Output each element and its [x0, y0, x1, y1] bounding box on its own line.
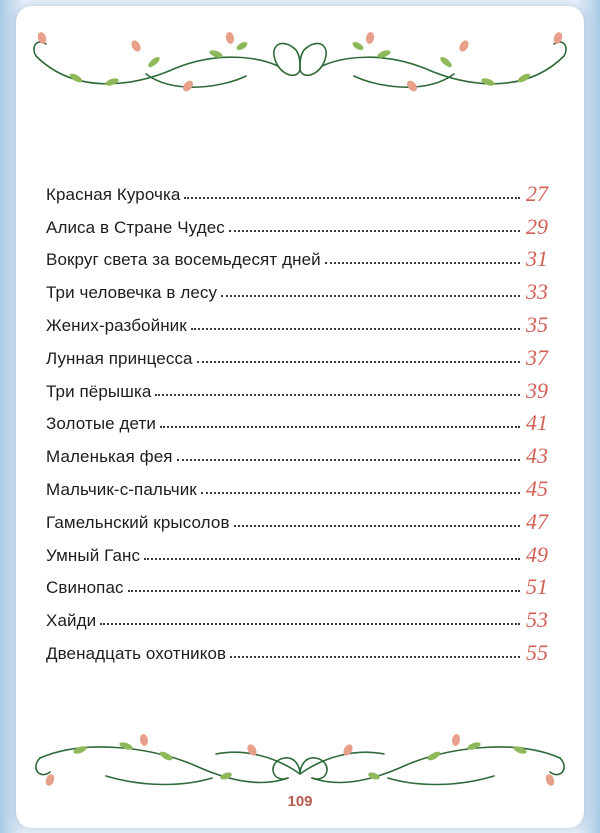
floral-vine-ornament-top [16, 16, 584, 106]
toc-entry[interactable] [46, 566, 548, 599]
toc-entry[interactable] [46, 402, 548, 435]
toc-entry[interactable] [46, 303, 548, 336]
dot-leader [197, 361, 520, 363]
dot-leader [229, 230, 520, 232]
toc-entry-page: 29 [526, 213, 548, 239]
toc-entry[interactable] [46, 336, 548, 369]
dot-leader [184, 197, 520, 199]
toc-entry-title: Мальчик-с-пальчик [46, 479, 197, 499]
toc-entry-title: Лунная принцесса [46, 348, 193, 368]
dot-leader [230, 656, 520, 658]
toc-entry-page: 45 [526, 475, 548, 501]
toc-entry-page: 33 [526, 279, 548, 305]
dot-leader [234, 525, 520, 527]
toc-entry-page: 43 [526, 443, 548, 469]
toc-entry-page: 49 [526, 541, 548, 567]
toc-entry-title: Вокруг света за восемьдесят дней [46, 250, 321, 270]
toc-entry[interactable] [46, 434, 548, 467]
toc-entry[interactable] [46, 533, 548, 566]
dot-leader [325, 262, 520, 264]
dot-leader [144, 558, 520, 560]
toc-entry[interactable] [46, 631, 548, 664]
toc-entry-title: Жених-разбойник [46, 315, 187, 335]
dot-leader [160, 426, 520, 428]
toc-entry-title: Маленькая фея [46, 447, 173, 467]
toc-entry-title: Умный Ганс [46, 545, 141, 565]
toc-entry[interactable] [46, 205, 548, 238]
dot-leader [155, 394, 520, 396]
book-page [16, 6, 584, 828]
toc-entry[interactable] [46, 270, 548, 303]
toc-entry-page: 55 [526, 639, 548, 665]
toc-entry-page: 27 [526, 180, 548, 206]
toc-entry[interactable] [46, 238, 548, 271]
toc-entry-page: 31 [526, 246, 548, 272]
toc-entry-page: 39 [526, 377, 548, 403]
table-of-contents [46, 172, 548, 664]
toc-entry-title: Алиса в Стране Чудес [46, 217, 225, 237]
dot-leader [191, 328, 520, 330]
toc-entry-title: Хайди [46, 611, 97, 631]
toc-entry-page: 41 [526, 410, 548, 436]
toc-entry[interactable] [46, 172, 548, 205]
toc-entry[interactable] [46, 500, 548, 533]
toc-entry[interactable] [46, 598, 548, 631]
toc-entry-title: Двенадцать охотников [46, 643, 227, 663]
toc-entry-page: 47 [526, 508, 548, 534]
dot-leader [201, 492, 520, 494]
page-number: 109 [287, 793, 313, 810]
toc-entry-title: Три человечка в лесу [46, 283, 218, 303]
dot-leader [221, 295, 520, 297]
toc-entry-page: 53 [526, 607, 548, 633]
toc-entry-title: Золотые дети [46, 414, 157, 434]
dot-leader [128, 590, 520, 592]
toc-entry-title: Гамельнский крысолов [46, 512, 230, 532]
toc-entry-page: 37 [526, 344, 548, 370]
toc-entry-title: Свинопас [46, 578, 124, 598]
dot-leader [100, 623, 520, 625]
toc-entry[interactable] [46, 369, 548, 402]
toc-entry[interactable] [46, 467, 548, 500]
toc-entry-page: 51 [526, 574, 548, 600]
toc-entry-title: Красная Курочка [46, 184, 181, 204]
toc-entry-page: 35 [526, 311, 548, 337]
dot-leader [177, 459, 520, 461]
toc-entry-title: Три пёрышка [46, 381, 152, 401]
